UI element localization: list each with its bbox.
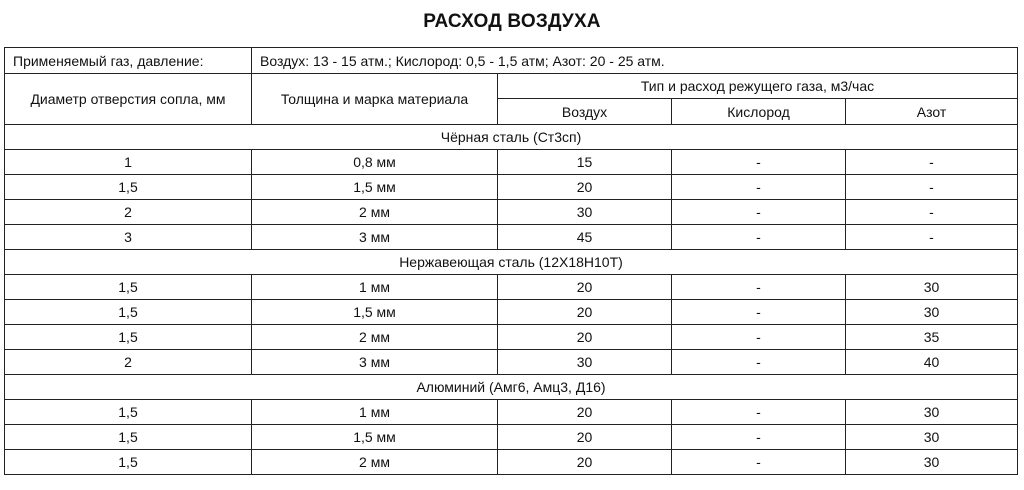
header-gas-type: Тип и расход режущего газа, м3/час bbox=[498, 74, 1018, 99]
cell-thickness: 1 мм bbox=[252, 400, 498, 425]
cell-nitrogen: - bbox=[846, 225, 1018, 250]
cell-nitrogen: 30 bbox=[846, 275, 1018, 300]
page-title: РАСХОД ВОЗДУХА bbox=[423, 11, 601, 32]
cell-thickness: 1,5 мм bbox=[252, 425, 498, 450]
gas-pressure-value: Воздух: 13 - 15 атм.; Кислород: 0,5 - 1,5 атм; Азот: 20 - 25 атм. bbox=[252, 48, 1018, 74]
table-row bbox=[5, 200, 1018, 225]
cell-air: 20 bbox=[498, 175, 672, 200]
header-diameter: Диаметр отверстия сопла, мм bbox=[5, 74, 252, 125]
table-row bbox=[5, 275, 1018, 300]
header-nitrogen: Азот bbox=[846, 99, 1018, 125]
cell-oxygen: - bbox=[672, 275, 846, 300]
table-row bbox=[5, 350, 1018, 375]
cell-air: 15 bbox=[498, 150, 672, 175]
cell-oxygen: - bbox=[672, 150, 846, 175]
table-row bbox=[5, 425, 1018, 450]
cell-air: 20 bbox=[498, 275, 672, 300]
cell-diameter: 2 bbox=[5, 200, 252, 225]
cell-nitrogen: 40 bbox=[846, 350, 1018, 375]
gas-pressure-row bbox=[5, 48, 1018, 74]
table-row bbox=[5, 400, 1018, 425]
header-oxygen: Кислород bbox=[672, 99, 846, 125]
cell-air: 20 bbox=[498, 425, 672, 450]
table-row bbox=[5, 175, 1018, 200]
cell-thickness: 3 мм bbox=[252, 350, 498, 375]
table-row bbox=[5, 450, 1018, 475]
cell-nitrogen: 30 bbox=[846, 450, 1018, 475]
cell-oxygen: - bbox=[672, 425, 846, 450]
cell-thickness: 2 мм bbox=[252, 200, 498, 225]
cell-diameter: 1,5 bbox=[5, 300, 252, 325]
section-row bbox=[5, 125, 1018, 150]
cell-thickness: 0,8 мм bbox=[252, 150, 498, 175]
cell-air: 20 bbox=[498, 300, 672, 325]
section-row bbox=[5, 250, 1018, 275]
cell-oxygen: - bbox=[672, 450, 846, 475]
cell-thickness: 1,5 мм bbox=[252, 175, 498, 200]
cell-diameter: 2 bbox=[5, 350, 252, 375]
cell-diameter: 1 bbox=[5, 150, 252, 175]
cell-nitrogen: - bbox=[846, 175, 1018, 200]
cell-diameter: 3 bbox=[5, 225, 252, 250]
cell-thickness: 3 мм bbox=[252, 225, 498, 250]
cell-diameter: 1,5 bbox=[5, 425, 252, 450]
header-air: Воздух bbox=[498, 99, 672, 125]
cell-thickness: 1 мм bbox=[252, 275, 498, 300]
cell-oxygen: - bbox=[672, 225, 846, 250]
section-title: Алюминий (Амг6, Амц3, Д16) bbox=[5, 375, 1018, 400]
header-material: Толщина и марка материала bbox=[252, 74, 498, 125]
section-row bbox=[5, 375, 1018, 400]
cell-oxygen: - bbox=[672, 300, 846, 325]
cell-oxygen: - bbox=[672, 175, 846, 200]
cell-air: 30 bbox=[498, 350, 672, 375]
cell-diameter: 1,5 bbox=[5, 325, 252, 350]
air-consumption-table bbox=[4, 47, 1018, 475]
cell-air: 45 bbox=[498, 225, 672, 250]
cell-air: 30 bbox=[498, 200, 672, 225]
section-title: Нержавеющая сталь (12Х18Н10Т) bbox=[5, 250, 1018, 275]
cell-nitrogen: 30 bbox=[846, 400, 1018, 425]
cell-nitrogen: 30 bbox=[846, 425, 1018, 450]
section-title: Чёрная сталь (Ст3сп) bbox=[5, 125, 1018, 150]
cell-air: 20 bbox=[498, 325, 672, 350]
header-row bbox=[5, 74, 1018, 99]
table-row bbox=[5, 225, 1018, 250]
cell-thickness: 2 мм bbox=[252, 325, 498, 350]
cell-diameter: 1,5 bbox=[5, 175, 252, 200]
table-row bbox=[5, 300, 1018, 325]
table-row bbox=[5, 150, 1018, 175]
cell-nitrogen: - bbox=[846, 200, 1018, 225]
cell-nitrogen: 35 bbox=[846, 325, 1018, 350]
table-body bbox=[5, 48, 1018, 475]
cell-oxygen: - bbox=[672, 325, 846, 350]
cell-oxygen: - bbox=[672, 200, 846, 225]
cell-diameter: 1,5 bbox=[5, 275, 252, 300]
table-row bbox=[5, 325, 1018, 350]
gas-pressure-label: Применяемый газ, давление: bbox=[5, 48, 252, 74]
cell-diameter: 1,5 bbox=[5, 400, 252, 425]
cell-air: 20 bbox=[498, 450, 672, 475]
cell-thickness: 2 мм bbox=[252, 450, 498, 475]
cell-nitrogen: 30 bbox=[846, 300, 1018, 325]
cell-air: 20 bbox=[498, 400, 672, 425]
cell-thickness: 1,5 мм bbox=[252, 300, 498, 325]
cell-diameter: 1,5 bbox=[5, 450, 252, 475]
cell-oxygen: - bbox=[672, 350, 846, 375]
cell-nitrogen: - bbox=[846, 150, 1018, 175]
cell-oxygen: - bbox=[672, 400, 846, 425]
